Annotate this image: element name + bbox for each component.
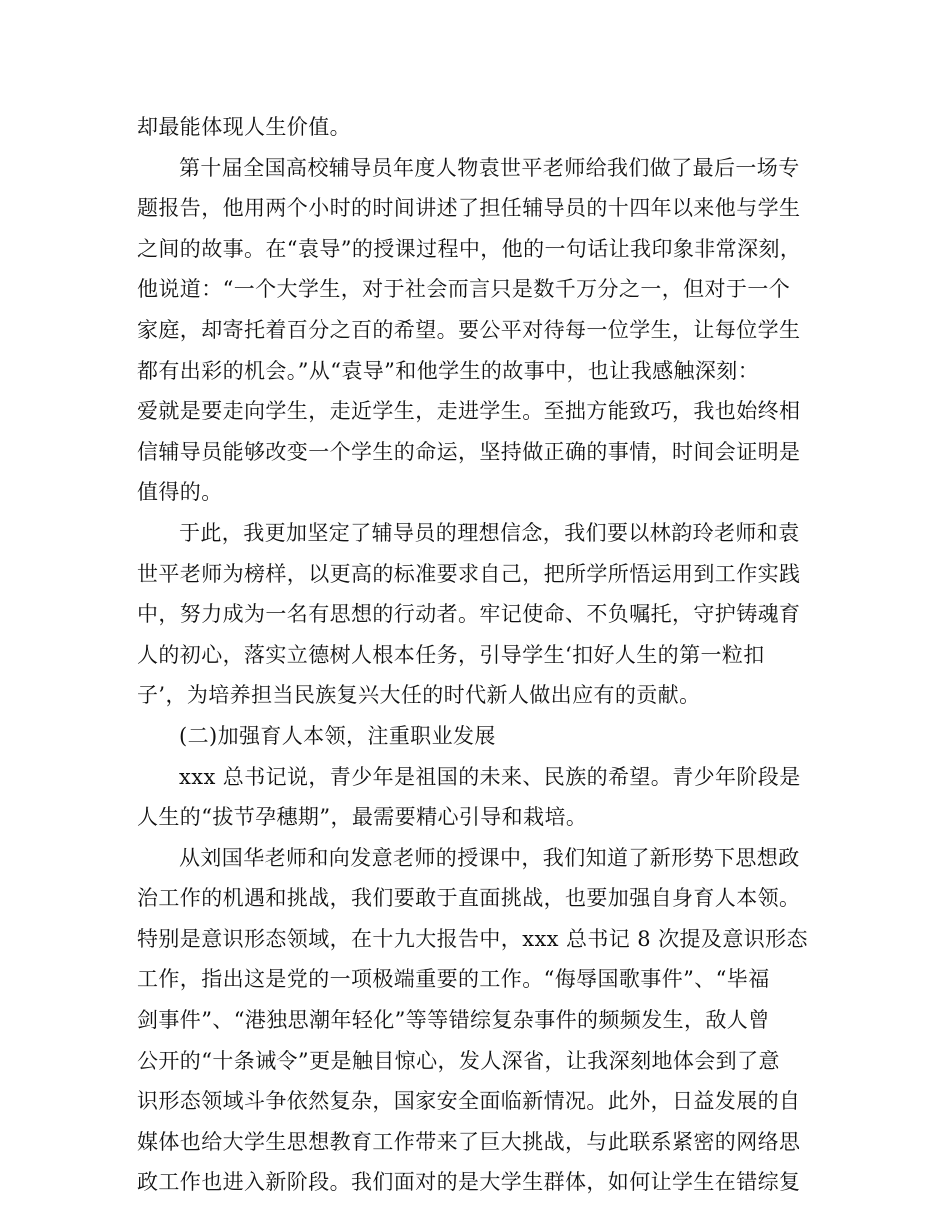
text-line: xxx 总书记说，青少年是祖国的未来、民族的希望。青少年阶段是	[179, 764, 801, 789]
text-line: 子’，为培养担当民族复兴大任的时代新人做出应有的贡献。	[137, 683, 701, 708]
text-line: 第十届全国高校辅导员年度人物袁世平老师给我们做了最后一场专	[179, 155, 800, 180]
text-line: 之间的故事。在“袁导”的授课过程中，他的一句话让我印象非常深刻，	[137, 236, 802, 261]
text-line: 题报告，他用两个小时的时间讲述了担任辅导员的十四年以来他与学生	[137, 196, 801, 221]
text-line: 特别是意识形态领域，在十九大报告中，xxx 总书记 8 次提及意识形态	[137, 926, 808, 951]
document-body	[137, 107, 817, 1203]
text-line: 治工作的机遇和挑战，我们要敢于直面挑战，也要加强自身育人本领。	[137, 886, 801, 911]
text-line: 世平老师为榜样，以更高的标准要求自己，把所学所悟运用到工作实践	[137, 561, 801, 586]
text-line: 人生的“拔节孕穗期”，最需要精心引导和栽培。	[137, 805, 588, 830]
text-line: 家庭，却寄托着百分之百的希望。要公平对待每一位学生，让每位学生	[137, 317, 801, 342]
text-line: 信辅导员能够改变一个学生的命运，坚持做正确的事情，时间会证明是	[137, 439, 801, 464]
text-line: 于此，我更加坚定了辅导员的理想信念，我们要以林韵玲老师和袁	[179, 520, 800, 545]
text-line: 人的初心，落实立德树人根本任务，引导学生‘扣好人生的第一粒扣	[137, 642, 765, 667]
text-line: 他说道：“一个大学生，对于社会而言只是数千万分之一，但对于一个	[137, 277, 791, 302]
text-line: (二)加强育人本领，注重职业发展	[179, 723, 496, 748]
text-line: 剑事件”、“港独思潮年轻化”等等错综复杂事件的频频发生，敌人曾	[137, 1008, 770, 1033]
text-line: 公开的“十条诫令”更是触目惊心，发人深省，让我深刻地体会到了意	[137, 1048, 780, 1073]
text-line: 中，努力成为一名有思想的行动者。牢记使命、不负嘱托，守护铸魂育	[137, 602, 801, 627]
text-line: 媒体也给大学生思想教育工作带来了巨大挑战，与此联系紧密的网络思	[137, 1129, 801, 1154]
text-line: 爱就是要走向学生，走近学生，走进学生。至拙方能致巧，我也始终相	[137, 399, 801, 424]
text-line: 从刘国华老师和向发意老师的授课中，我们知道了新形势下思想政	[179, 845, 800, 870]
text-line: 值得的。	[137, 480, 223, 505]
text-line: 政工作也进入新阶段。我们面对的是大学生群体，如何让学生在错综复	[137, 1170, 801, 1195]
text-line: 识形态领域斗争依然复杂，国家安全面临新情况。此外，日益发展的自	[137, 1089, 801, 1114]
text-line: 却最能体现人生价值。	[137, 115, 351, 139]
text-line: 工作，指出这是党的一项极端重要的工作。“侮辱国歌事件”、“毕福	[137, 967, 770, 992]
text-line: 都有出彩的机会。”从“袁导”和他学生的故事中，也让我感触深刻：	[137, 358, 760, 383]
